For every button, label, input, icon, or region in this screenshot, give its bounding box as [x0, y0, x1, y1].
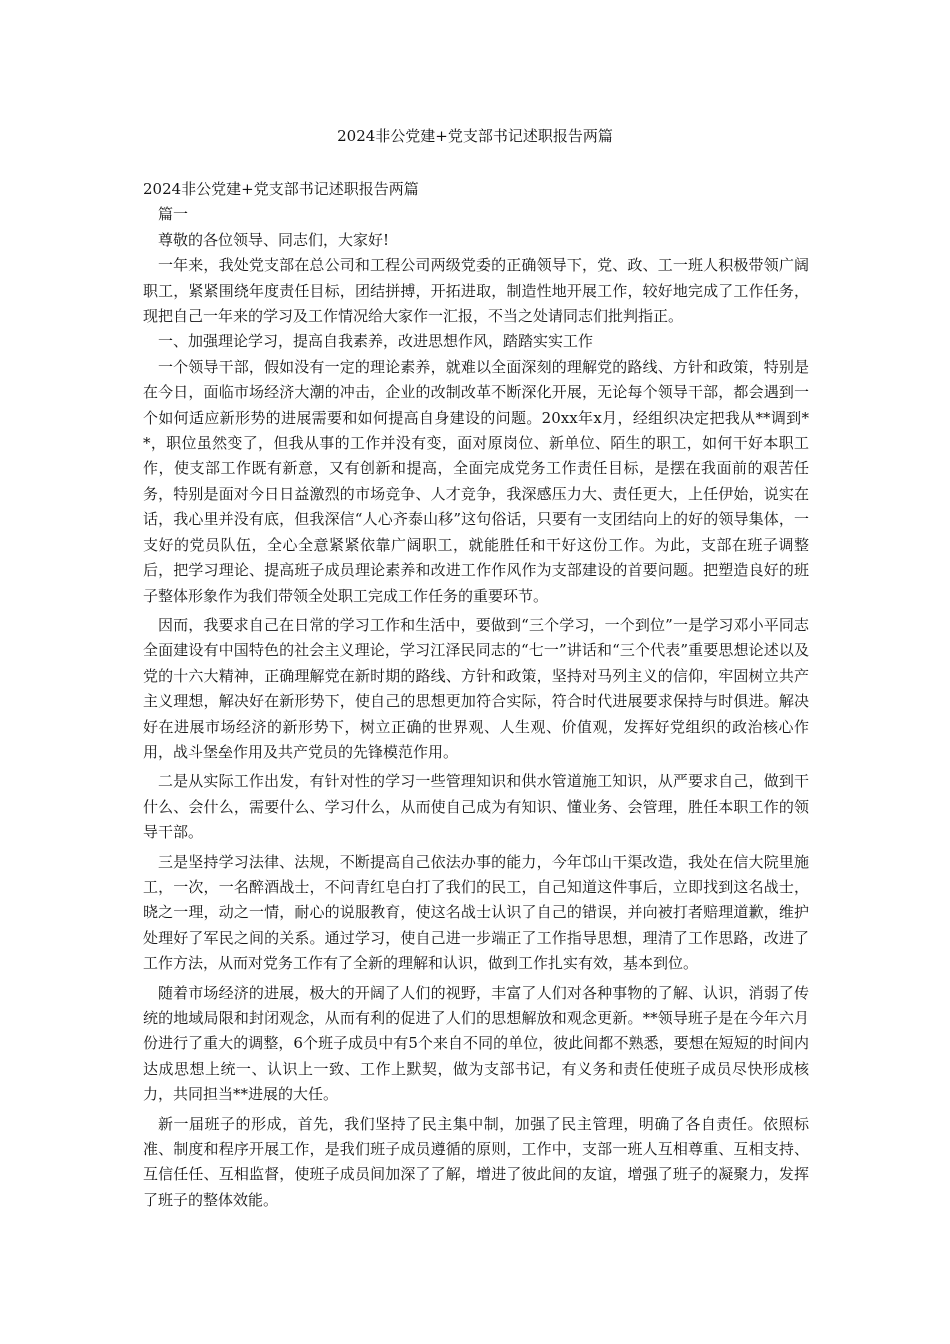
greeting: 尊敬的各位领导、同志们，大家好! [158, 230, 390, 249]
body-paragraph: 三是坚持学习法律、法规，不断提高自己依法办事的能力，今年邙山干渠改造，我处在信大院里施工，一次，一名醉酒战士，不问青红皂白打了我们的民工，自己知道这件事后，立即找到这名战士，晓之一理，动之一情，耐心的说服教育，使这名战士认识了自己的错误，并向被打者赔理道歉，维护处理好了军民之间的关系。通过学习，使自己进一步端正了工作指导思想，理清了工作思路，改进了工作方法，从而对党务工作有了全新的理解和认识，做到工作扎实有效，基本到位。 [143, 852, 809, 973]
document-subtitle: 2024非公党建+党支部书记述职报告两篇 [143, 180, 419, 198]
body-paragraph: 随着市场经济的进展，极大的开阔了人们的视野，丰富了人们对各种事物的了解、认识，消弱了传统的地域局限和封闭观念，从而有利的促进了人们的思想解放和观念更新。**领导班子是在今年六月份进行了重大的调整，6个班子成员中有5个来自不同的单位，彼此间都不熟悉，要想在短短的时间内达成思想上统一、认识上一致、工作上默契，做为支部书记，有义务和责任使班子成员尽快形成核力，共同担当**进展的大任。 [143, 983, 809, 1104]
section-heading: 一、加强理论学习，提高自我素养，改进思想作风，踏踏实实工作 [158, 332, 594, 351]
body-paragraph: 新一届班子的形成，首先，我们坚持了民主集中制，加强了民主管理，明确了各自责任。依照标准、制度和程序开展工作，是我们班子成员遵循的原则，工作中，支部一班人互相尊重、互相支持、互信任任、互相监督，使班子成员间加深了了解，增进了彼此间的友谊，增强了班子的凝聚力，发挥了班子的整体效能。 [143, 1114, 809, 1209]
document-body [143, 177, 809, 1213]
body-paragraph: 二是从实际工作出发，有针对性的学习一些管理知识和供水管道施工知识，从严要求自己，做到干什么、会什么，需要什么、学习什么，从而使自己成为有知识、懂业务、会管理，胜任本职工作的领导干部。 [143, 772, 809, 842]
body-paragraph: 一个领导干部，假如没有一定的理论素养，就难以全面深刻的理解党的路线、方针和政策，特别是在今日，面临市场经济大潮的冲击，企业的改制改革不断深化开展，无论每个领导干部，都会遇到一个如何适应新形势的进展需要和如何提高自身建设的问题。20xx年x月，经组织决定把我从**调到**，职位虽然变了，但我从事的工作并没有变，面对原岗位、新单位、陌生的职工，如何干好本职工作，使支部工作既有新意，又有创新和提高，全面完成党务工作责任目标，是摆在我面前的艰苦任务，特别是面对今日日益激烈的市场竞争、人才竞争，我深感压力大、责任更大，上任伊始，说实在话，我心里并没有底，但我深信“人心齐泰山移”这句俗话，只要有一支团结向上的好的领导集体，一支好的党员队伍，全心全意紧紧依靠广阔职工，就能胜任和干好这份工作。为此，支部在班子调整后，把学习理论、提高班子成员理论素养和改进工作作风作为支部建设的首要问题。把塑造良好的班子整体形象作为我们带领全处职工完成工作任务的重要环节。 [143, 357, 809, 605]
part-label: 篇一 [158, 205, 189, 224]
body-paragraph: 因而，我要求自己在日常的学习工作和生活中，要做到“三个学习，一个到位”一是学习邓小平同志全面建设有中国特色的社会主义理论，学习江泽民同志的“七一”讲话和“三个代表”重要思想论述以及党的十六大精神，正确理解党在新时期的路线、方针和政策，坚持对马列主义的信仰，牢固树立共产主义理想，解决好在新形势下，使自己的思想更加符合实际，符合时代进展要求保持与时俱进。解决好在进展市场经济的新形势下，树立正确的世界观、人生观、价值观，发挥好党组织的政治核心作用，战斗堡垒作用及共产党员的先锋模范作用。 [143, 615, 809, 761]
document-title: 2024非公党建+党支部书记述职报告两篇 [337, 127, 613, 145]
body-paragraph: 一年来，我处党支部在总公司和工程公司两级党委的正确领导下，党、政、工一班人积极带领广阔职工，紧紧围绕年度责任目标，团结拼搏，开拓进取，制造性地开展工作，较好地完成了工作任务，现把自己一年来的学习及工作情况给大家作一汇报，不当之处请同志们批判指正。 [143, 256, 809, 326]
